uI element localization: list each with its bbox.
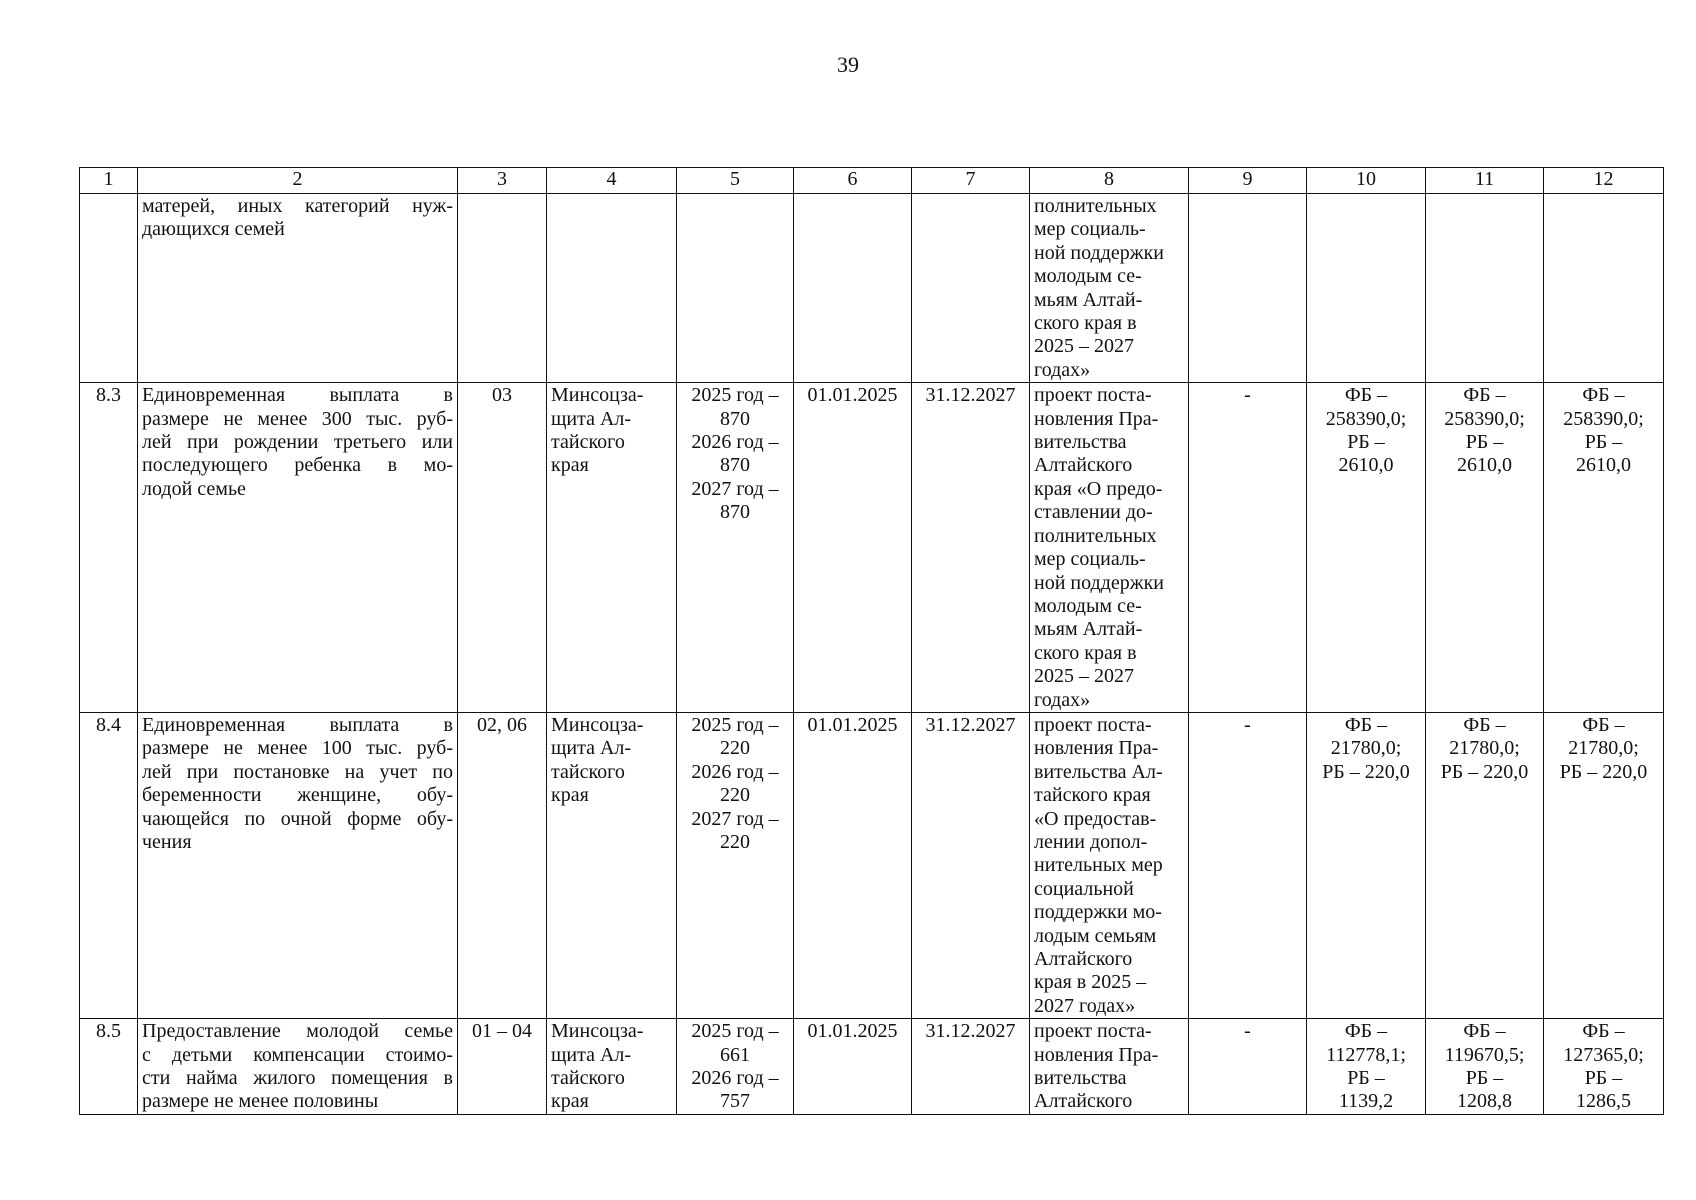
cell-line: Минсоцза- — [551, 713, 644, 736]
cell-line: 2027 год – — [691, 477, 779, 500]
legal-act-cell — [1030, 383, 1189, 713]
cell-line: ского края в — [1034, 641, 1137, 664]
cell-line: ФБ – — [1582, 384, 1625, 407]
cell-line: Алтайского — [1034, 1090, 1133, 1113]
cell-line: ФБ – — [1463, 384, 1506, 407]
funding-2027-cell — [1544, 194, 1664, 383]
cell-line: 21780,0; — [1449, 737, 1520, 760]
cell-line: новления Пра- — [1034, 737, 1159, 760]
executor-cell — [547, 383, 677, 713]
executor-cell — [547, 712, 677, 1018]
cell-line: 1139,2 — [1338, 1090, 1394, 1113]
cell-line: дающихся семей — [142, 218, 285, 241]
cell-line: 258390,0; — [1444, 407, 1525, 430]
column-9-cell: - — [1189, 1019, 1307, 1115]
cell-line: лодым семьям — [1034, 924, 1157, 947]
cell-line: края — [551, 454, 589, 477]
cell-line: проект поста- — [1034, 1020, 1152, 1043]
column-9-cell: - — [1189, 383, 1307, 713]
row-number-cell — [80, 194, 138, 383]
cell-line: 661 — [720, 1043, 750, 1066]
executor-cell — [547, 1019, 677, 1115]
cell-line: молодым се- — [1034, 265, 1142, 288]
column-header: 8 — [1030, 168, 1189, 194]
funding-2026-cell — [1426, 194, 1544, 383]
funding-2025-cell — [1307, 194, 1426, 383]
cell-line: лей при постановке на учет по — [142, 760, 453, 783]
cell-line: ФБ – — [1344, 713, 1388, 736]
legal-act-cell — [1030, 712, 1189, 1018]
cell-line: ФБ – — [1582, 1020, 1625, 1043]
start-date-cell — [794, 194, 912, 383]
cell-line: лей при рождении третьего или — [142, 431, 453, 454]
page-number: 39 — [837, 52, 859, 77]
row-number-cell: 8.5 — [80, 1019, 138, 1115]
cell-line: молодым се- — [1034, 594, 1142, 617]
start-date-cell: 01.01.2025 — [794, 383, 912, 713]
cell-line: ной поддержки — [1034, 241, 1164, 264]
cell-line: РБ – 220,0 — [1322, 760, 1410, 783]
column-header: 6 — [794, 168, 912, 194]
cell-line: 870 — [720, 454, 750, 477]
cell-line: вительства — [1034, 431, 1127, 454]
cell-line: лодой семье — [142, 477, 246, 500]
cell-line: ФБ – — [1344, 1020, 1388, 1043]
cell-line: 2025 – 2027 — [1034, 335, 1134, 358]
cell-line: Предоставление молодой семье — [142, 1020, 453, 1043]
row-number-cell: 8.3 — [80, 383, 138, 713]
cell-line: мер социаль- — [1034, 548, 1146, 571]
cell-line: 2025 год – — [691, 1020, 779, 1043]
cell-line: последующего ребенка в мо- — [142, 454, 453, 477]
activity-name-cell — [138, 1019, 458, 1115]
cell-line: проект поста- — [1034, 384, 1152, 407]
end-date-cell — [912, 194, 1030, 383]
cell-line: мьям Алтай- — [1034, 288, 1143, 311]
cell-line: новления Пра- — [1034, 407, 1159, 430]
table-row — [80, 712, 1664, 1018]
cell-line: полнительных — [1034, 524, 1157, 547]
cell-line: 21780,0; — [1330, 737, 1402, 760]
cell-line: «О предостав- — [1034, 807, 1157, 830]
cell-line: 112778,1; — [1326, 1043, 1406, 1066]
cell-line: 2026 год – — [691, 1067, 779, 1090]
funding-2027-cell — [1544, 383, 1664, 713]
legal-act-cell — [1030, 194, 1189, 383]
cell-line: Единовременная выплата в — [142, 713, 453, 736]
column-header: 10 — [1307, 168, 1426, 194]
cell-line: сти найма жилого помещения в — [142, 1067, 453, 1090]
cell-line: ФБ – — [1582, 713, 1625, 736]
funding-2027-cell — [1544, 1019, 1664, 1115]
cell-line: размере не менее 100 тыс. руб- — [142, 737, 453, 760]
cell-line: матерей, иных категорий нуж- — [142, 195, 453, 217]
cell-line: РБ – — [1465, 431, 1504, 454]
cell-line: РБ – 220,0 — [1440, 760, 1529, 783]
column-9-cell — [1189, 194, 1307, 383]
table-row — [80, 194, 1664, 383]
activity-name-cell — [138, 383, 458, 713]
cell-line: РБ – — [1584, 431, 1623, 454]
task-code-cell: 02, 06 — [458, 712, 547, 1018]
cell-line: лении допол- — [1034, 830, 1148, 853]
column-header: 11 — [1426, 168, 1544, 194]
beneficiaries-cell — [677, 712, 794, 1018]
cell-line: 2026 год – — [691, 760, 779, 783]
cell-line: 1286,5 — [1576, 1090, 1631, 1113]
cell-line: Минсоцза- — [551, 384, 644, 407]
cell-line: ского края в — [1034, 312, 1137, 335]
end-date-cell: 31.12.2027 — [912, 383, 1030, 713]
task-code-cell: 03 — [458, 383, 547, 713]
cell-line: 2025 год – — [691, 384, 779, 407]
header-row — [80, 168, 1664, 194]
cell-line: РБ – — [1347, 431, 1385, 454]
funding-2026-cell — [1426, 383, 1544, 713]
cell-line: 870 — [720, 501, 750, 524]
cell-line: 220 — [720, 830, 750, 853]
cell-line: 21780,0; — [1568, 737, 1639, 760]
start-date-cell: 01.01.2025 — [794, 1019, 912, 1115]
cell-line: нительных мер — [1034, 854, 1163, 877]
table-row — [80, 383, 1664, 713]
cell-line: ной поддержки — [1034, 571, 1164, 594]
column-header: 1 — [80, 168, 138, 194]
funding-2025-cell — [1307, 1019, 1426, 1115]
cell-line: 2026 год – — [691, 431, 779, 454]
cell-line: ставлении до- — [1034, 501, 1153, 524]
cell-line: новления Пра- — [1034, 1043, 1159, 1066]
column-9-cell: - — [1189, 712, 1307, 1018]
cell-line: с детьми компенсации стоимо- — [142, 1043, 453, 1066]
table-row — [80, 1019, 1664, 1115]
cell-line: РБ – — [1584, 1067, 1623, 1090]
cell-line: 2027 годах» — [1034, 994, 1136, 1017]
cell-line: чающейся по очной форме обу- — [142, 807, 453, 830]
program-activities-table — [79, 167, 1664, 1115]
column-header: 7 — [912, 168, 1030, 194]
task-code-cell — [458, 194, 547, 383]
cell-line: 258390,0; — [1563, 407, 1644, 430]
cell-line: щита Ал- — [551, 737, 632, 760]
cell-line: 1208,8 — [1457, 1090, 1512, 1113]
cell-line: социальной — [1034, 877, 1134, 900]
cell-line: проект поста- — [1034, 713, 1152, 736]
cell-line: 220 — [720, 737, 750, 760]
cell-line: Минсоцза- — [551, 1020, 644, 1043]
funding-2026-cell — [1426, 712, 1544, 1018]
cell-line: размере не менее половины — [142, 1090, 379, 1113]
activity-name-cell — [138, 712, 458, 1018]
cell-line: 2027 год – — [691, 807, 779, 830]
cell-line: Алтайского — [1034, 948, 1133, 970]
end-date-cell: 31.12.2027 — [912, 712, 1030, 1018]
cell-line: ФБ – — [1344, 384, 1388, 407]
cell-line: вительства — [1034, 1067, 1127, 1090]
cell-line: края в 2025 – — [1034, 971, 1147, 994]
cell-line: Единовременная выплата в — [142, 384, 453, 407]
cell-line: 2025 – 2027 — [1034, 665, 1134, 688]
task-code-cell: 01 – 04 — [458, 1019, 547, 1115]
cell-line: 119670,5; — [1444, 1043, 1525, 1066]
cell-line: Алтайского — [1034, 454, 1133, 477]
cell-line: РБ – — [1347, 1067, 1385, 1090]
cell-line: тайского края — [1034, 784, 1151, 807]
cell-line: края «О предо- — [1034, 477, 1163, 500]
activity-name-cell — [138, 194, 458, 383]
cell-line: края — [551, 1090, 589, 1113]
cell-line: 2610,0 — [1457, 454, 1512, 477]
cell-line: РБ – — [1465, 1067, 1504, 1090]
column-header: 4 — [547, 168, 677, 194]
cell-line: ФБ – — [1463, 1020, 1506, 1043]
cell-line: ФБ – — [1463, 713, 1506, 736]
cell-line: 757 — [720, 1090, 750, 1113]
cell-line: РБ – 220,0 — [1559, 760, 1648, 783]
cell-line: беременности женщине, обу- — [142, 784, 453, 807]
cell-line: мер социаль- — [1034, 218, 1146, 241]
cell-line: 220 — [720, 784, 750, 807]
cell-line: 2610,0 — [1338, 454, 1394, 477]
cell-line: 2025 год – — [691, 713, 779, 736]
end-date-cell: 31.12.2027 — [912, 1019, 1030, 1115]
cell-line: щита Ал- — [551, 407, 632, 430]
cell-line: 258390,0; — [1325, 407, 1407, 430]
funding-2025-cell — [1307, 712, 1426, 1018]
cell-line: 2610,0 — [1576, 454, 1631, 477]
beneficiaries-cell — [677, 1019, 794, 1115]
start-date-cell: 01.01.2025 — [794, 712, 912, 1018]
legal-act-cell — [1030, 1019, 1189, 1115]
cell-line: годах» — [1034, 688, 1091, 711]
cell-line: тайского — [551, 1067, 625, 1090]
beneficiaries-cell — [677, 194, 794, 383]
column-header: 5 — [677, 168, 794, 194]
cell-line: 870 — [720, 407, 750, 430]
cell-line: 127365,0; — [1563, 1043, 1644, 1066]
funding-2025-cell — [1307, 383, 1426, 713]
cell-line: мьям Алтай- — [1034, 618, 1143, 641]
cell-line: размере не менее 300 тыс. руб- — [142, 407, 453, 430]
cell-line: тайского — [551, 431, 625, 454]
column-header: 9 — [1189, 168, 1307, 194]
beneficiaries-cell — [677, 383, 794, 713]
column-header: 3 — [458, 168, 547, 194]
cell-line: годах» — [1034, 358, 1091, 381]
cell-line: чения — [142, 830, 192, 853]
column-header: 2 — [138, 168, 458, 194]
cell-line: вительства Ал- — [1034, 760, 1163, 783]
executor-cell — [547, 194, 677, 383]
cell-line: края — [551, 784, 589, 807]
cell-line: тайского — [551, 760, 625, 783]
cell-line: поддержки мо- — [1034, 901, 1162, 924]
funding-2026-cell — [1426, 1019, 1544, 1115]
column-header: 12 — [1544, 168, 1664, 194]
cell-line: полнительных — [1034, 195, 1157, 217]
funding-2027-cell — [1544, 712, 1664, 1018]
row-number-cell: 8.4 — [80, 712, 138, 1018]
cell-line: щита Ал- — [551, 1043, 632, 1066]
